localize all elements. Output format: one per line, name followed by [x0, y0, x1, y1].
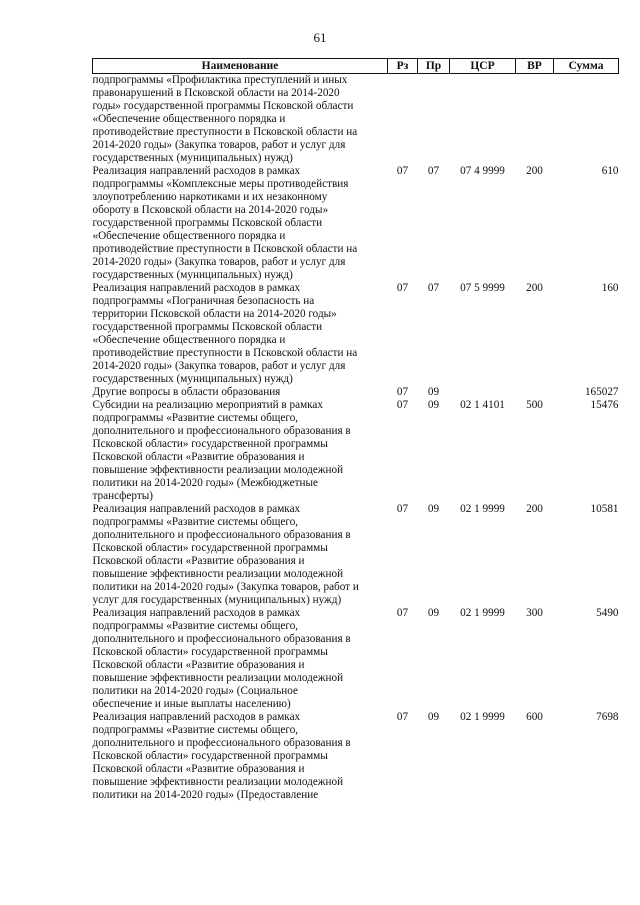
- cell-name-line: обеспечение и иные выплаты населению): [92, 698, 291, 710]
- header-rz: Рз: [388, 59, 418, 74]
- cell-vr: 600: [526, 711, 543, 723]
- cell-name: [93, 399, 388, 503]
- cell-sum: 10581: [590, 503, 619, 515]
- cell-name-line: подпрограммы «Профилактика преступлений и иных: [92, 74, 348, 86]
- cell-vr: [516, 74, 554, 166]
- cell-name-line: подпрограммы «Пограничная безопасность на: [92, 295, 315, 307]
- cell-csr: 07 4 9999: [460, 165, 505, 177]
- cell-rz: 07: [396, 607, 409, 619]
- cell-name-line: противодействие преступности в Псковской области на: [92, 243, 358, 255]
- cell-pr: 09: [427, 607, 440, 619]
- cell-sum: 610: [601, 165, 619, 177]
- cell-rz: 07: [396, 399, 409, 411]
- cell-name-line: подпрограммы «Развитие системы общего,: [92, 412, 299, 424]
- cell-name-line: Реализация направлений расходов в рамках: [92, 503, 301, 515]
- cell-rz: 07: [396, 503, 409, 515]
- cell-name: [93, 711, 388, 802]
- cell-name: [93, 165, 388, 282]
- cell-name-line: территории Псковской области на 2014-2020 годы»: [92, 308, 337, 320]
- cell-name-line: подпрограммы «Комплексные меры противодействия: [92, 178, 349, 190]
- cell-pr: [418, 74, 450, 166]
- cell-name-line: Псковской области «Развитие образования и: [92, 451, 305, 463]
- cell-name-line: государственных (муниципальных) нужд): [92, 269, 293, 281]
- cell-sum: 5490: [596, 607, 619, 619]
- table-header-row: [93, 59, 619, 74]
- cell-name-line: дополнительного и профессионального образования в: [92, 529, 351, 541]
- cell-name: [93, 282, 388, 386]
- cell-csr: 07 5 9999: [460, 282, 505, 294]
- cell-name-line: Субсидии на реализацию мероприятий в рамках: [92, 399, 323, 411]
- cell-vr: 300: [526, 607, 543, 619]
- cell-name-line: повышение эффективности реализации молодежной: [92, 568, 344, 580]
- cell-name-line: 2014-2020 годы» (Закупка товаров, работ и услуг для: [92, 360, 346, 372]
- cell-name-line: дополнительного и профессионального образования в: [92, 737, 351, 749]
- cell-name-line: Псковской области» государственной программы: [92, 438, 328, 450]
- cell-name-line: повышение эффективности реализации молодежной: [92, 776, 344, 788]
- cell-vr: 200: [526, 165, 543, 177]
- cell-sum: 160: [601, 282, 619, 294]
- cell-name-line: «Обеспечение общественного порядка и: [92, 113, 286, 125]
- cell-sum: 165027: [584, 386, 619, 398]
- cell-name-line: «Обеспечение общественного порядка и: [92, 334, 286, 346]
- cell-name-line: Псковской области «Развитие образования и: [92, 659, 305, 671]
- cell-name-line: Реализация направлений расходов в рамках: [92, 607, 301, 619]
- cell-csr: 02 1 4101: [460, 399, 505, 411]
- table-row: [93, 386, 619, 399]
- cell-name-line: Псковской области «Развитие образования и: [92, 763, 305, 775]
- cell-name-line: Псковской области» государственной программы: [92, 750, 328, 762]
- cell-name-line: подпрограммы «Развитие системы общего,: [92, 724, 299, 736]
- table-row: [93, 503, 619, 607]
- cell-sum: [554, 74, 619, 166]
- cell-vr: 500: [526, 399, 543, 411]
- cell-vr: 200: [526, 282, 543, 294]
- cell-name-line: подпрограммы «Развитие системы общего,: [92, 620, 299, 632]
- header-vr: ВР: [516, 59, 554, 74]
- table-row: [93, 165, 619, 282]
- cell-name: [93, 386, 388, 399]
- header-name: Наименование: [93, 59, 388, 74]
- cell-name-line: 2014-2020 годы» (Закупка товаров, работ и услуг для: [92, 256, 346, 268]
- cell-name-line: злоупотреблению наркотиками и их незаконному: [92, 191, 328, 203]
- cell-name-line: Реализация направлений расходов в рамках: [92, 711, 301, 723]
- cell-name-line: подпрограммы «Развитие системы общего,: [92, 516, 299, 528]
- cell-name: [93, 607, 388, 711]
- cell-name-line: государственной программы Псковской области: [92, 321, 323, 333]
- table-row: [93, 607, 619, 711]
- cell-name-line: повышение эффективности реализации молодежной: [92, 464, 344, 476]
- table-row: [93, 399, 619, 503]
- cell-sum: 15476: [590, 399, 619, 411]
- cell-name-line: политики на 2014-2020 годы» (Предоставление: [92, 789, 319, 801]
- table-row: [93, 711, 619, 802]
- cell-name-line: политики на 2014-2020 годы» (Закупка товаров, работ и: [92, 581, 359, 593]
- cell-rz: 07: [396, 282, 409, 294]
- header-sum: Сумма: [554, 59, 619, 74]
- cell-name: [93, 74, 388, 166]
- cell-name-line: дополнительного и профессионального образования в: [92, 633, 351, 645]
- cell-vr: 200: [526, 503, 543, 515]
- cell-rz: 07: [396, 165, 409, 177]
- cell-csr: 02 1 9999: [460, 711, 505, 723]
- cell-name-line: годы» государственной программы Псковской области: [92, 100, 354, 112]
- cell-name-line: Псковской области» государственной программы: [92, 646, 328, 658]
- cell-pr: 09: [427, 386, 440, 398]
- cell-pr: 09: [427, 399, 440, 411]
- table-row: [93, 74, 619, 166]
- cell-rz: 07: [396, 386, 409, 398]
- cell-pr: 09: [427, 503, 440, 515]
- cell-csr: 02 1 9999: [460, 607, 505, 619]
- cell-name-line: противодействие преступности в Псковской области на: [92, 126, 358, 138]
- cell-name-line: 2014-2020 годы» (Закупка товаров, работ и услуг для: [92, 139, 346, 151]
- cell-pr: 09: [427, 711, 440, 723]
- header-csr: ЦСР: [450, 59, 516, 74]
- cell-name-line: Реализация направлений расходов в рамках: [92, 282, 301, 294]
- cell-name-line: правонарушений в Псковской области на 2014-2020: [92, 87, 340, 99]
- cell-name-line: политики на 2014-2020 годы» (Социальное: [92, 685, 298, 697]
- cell-csr: [450, 74, 516, 166]
- cell-pr: 07: [427, 282, 440, 294]
- cell-name-line: «Обеспечение общественного порядка и: [92, 230, 286, 242]
- cell-name-line: дополнительного и профессионального образования в: [92, 425, 351, 437]
- cell-rz: [388, 74, 418, 166]
- cell-csr: [450, 386, 516, 399]
- cell-rz: 07: [396, 711, 409, 723]
- cell-name-line: обороту в Псковской области на 2014-2020 годы»: [92, 204, 329, 216]
- table-row: [93, 282, 619, 386]
- cell-name-line: противодействие преступности в Псковской области на: [92, 347, 358, 359]
- cell-name-line: трансферты): [92, 490, 153, 502]
- cell-name-line: государственных (муниципальных) нужд): [92, 152, 293, 164]
- cell-name-line: Псковской области» государственной программы: [92, 542, 328, 554]
- cell-name-line: Реализация направлений расходов в рамках: [92, 165, 301, 177]
- page-number: 61: [313, 30, 327, 45]
- cell-name-line: повышение эффективности реализации молодежной: [92, 672, 344, 684]
- cell-csr: 02 1 9999: [460, 503, 505, 515]
- budget-table: [92, 58, 619, 802]
- cell-sum: 7698: [596, 711, 619, 723]
- cell-name-line: государственной программы Псковской области: [92, 217, 323, 229]
- cell-name-line: политики на 2014-2020 годы» (Межбюджетные: [92, 477, 318, 489]
- cell-name: [93, 503, 388, 607]
- table-body: [93, 74, 619, 803]
- cell-name-line: государственных (муниципальных) нужд): [92, 373, 293, 385]
- cell-name-line: Другие вопросы в области образования: [92, 386, 281, 398]
- cell-vr: [516, 386, 554, 399]
- cell-name-line: Псковской области «Развитие образования и: [92, 555, 305, 567]
- header-pr: Пр: [418, 59, 450, 74]
- cell-name-line: услуг для государственных (муниципальных) нужд): [92, 594, 342, 606]
- cell-pr: 07: [427, 165, 440, 177]
